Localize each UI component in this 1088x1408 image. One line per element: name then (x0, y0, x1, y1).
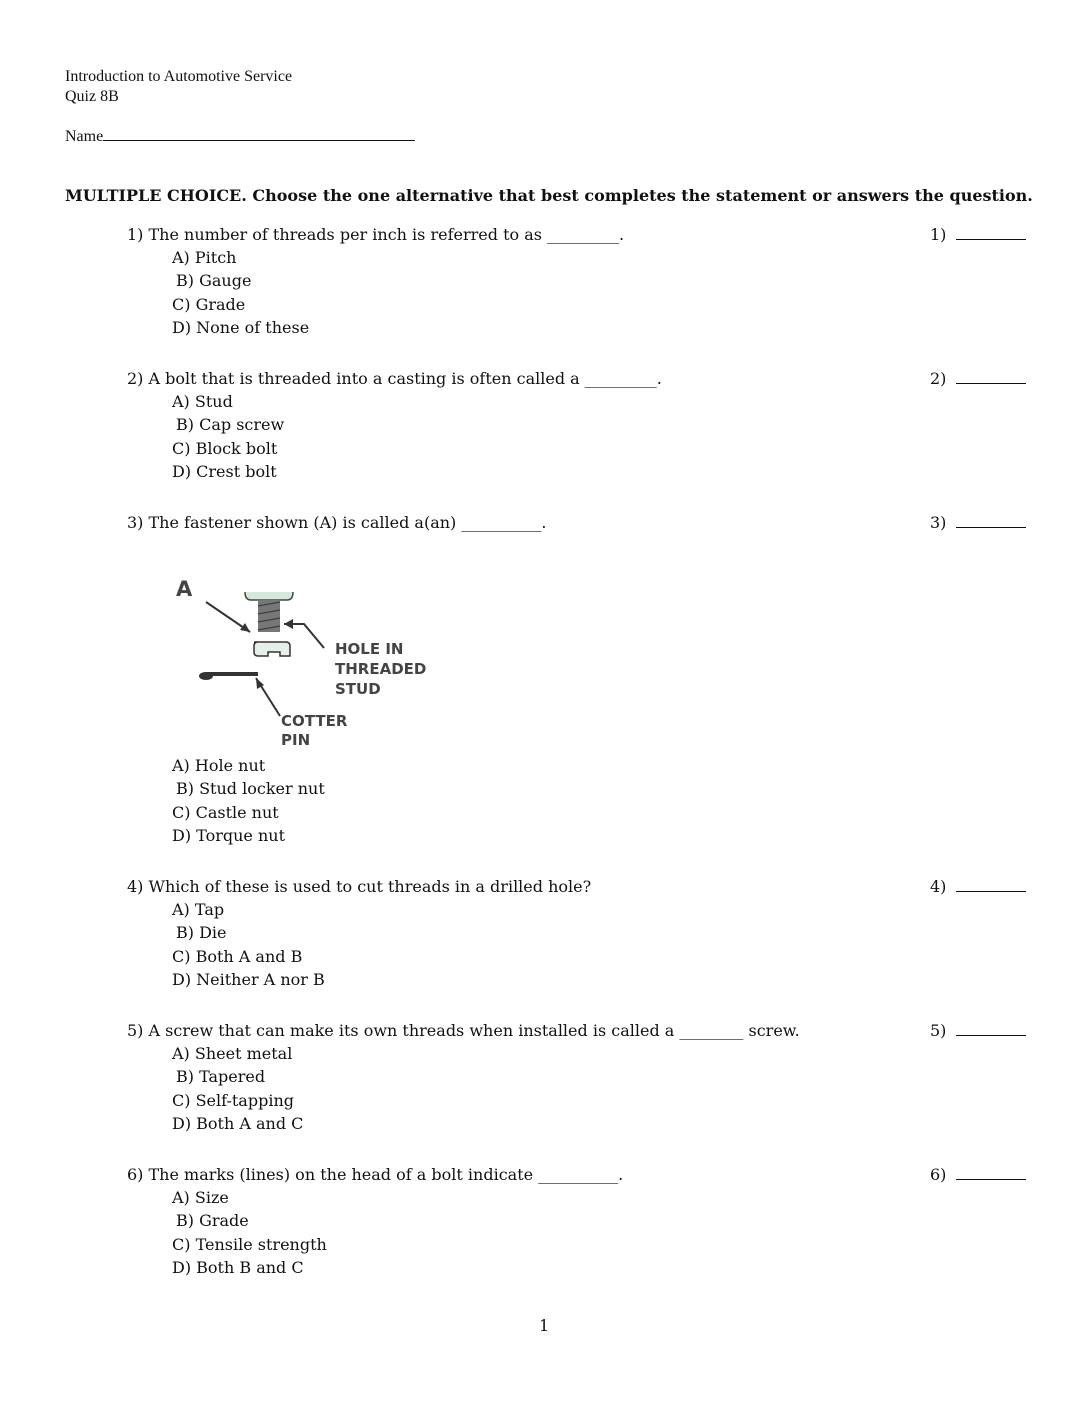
question-3 (127, 511, 1027, 534)
quiz-title: Quiz 8B (65, 88, 119, 105)
answer-number: 6) (930, 1165, 947, 1184)
answer-slot[interactable] (930, 511, 1026, 534)
answer-number: 4) (930, 877, 947, 896)
answer-number: 1) (930, 225, 947, 244)
choice: A) Sheet metal (172, 1044, 293, 1063)
question-stem: 1) The number of threads per inch is referred to as _________. (127, 225, 625, 244)
choice: D) Crest bolt (172, 461, 277, 481)
pin-label-2: PIN (281, 731, 311, 749)
choice: A) Size (172, 1188, 229, 1207)
question-1 (127, 223, 1027, 339)
question-5 (127, 1019, 1027, 1135)
choice: B) Die (176, 923, 227, 943)
pin-label-1: COTTER (281, 712, 348, 730)
choice: A) Hole nut (172, 756, 266, 775)
choice: D) Neither A nor B (172, 969, 325, 989)
answer-number: 3) (930, 513, 947, 532)
question-stem: 3) The fastener shown (A) is called a(an) __________. (127, 513, 547, 532)
choice: D) Both B and C (172, 1257, 304, 1277)
castle-nut-figure (170, 570, 470, 755)
choice: D) Torque nut (172, 825, 286, 845)
hole-label-2: THREADED (335, 660, 427, 678)
choice: A) Stud (172, 392, 233, 411)
choice: C) Self-tapping (172, 1090, 294, 1110)
answer-blank[interactable] (956, 369, 1026, 384)
answer-slot[interactable] (930, 1019, 1026, 1042)
name-label: Name (65, 128, 104, 145)
answer-slot[interactable] (930, 367, 1026, 390)
question-3-choices (127, 754, 1027, 847)
answer-slot[interactable] (930, 223, 1026, 246)
answer-number: 5) (930, 1021, 947, 1040)
question-2 (127, 367, 1027, 483)
answer-blank[interactable] (956, 1165, 1026, 1180)
choice: B) Cap screw (176, 415, 285, 435)
choice: B) Gauge (176, 271, 252, 291)
figure-label-a: A (176, 577, 193, 601)
choice: A) Tap (172, 900, 225, 919)
answer-blank[interactable] (956, 1021, 1026, 1036)
question-6 (127, 1163, 1027, 1279)
choice: B) Tapered (176, 1067, 266, 1087)
question-4 (127, 875, 1027, 991)
choice: D) None of these (172, 317, 310, 337)
choice: C) Grade (172, 294, 246, 314)
choice: C) Block bolt (172, 438, 278, 458)
question-stem: 2) A bolt that is threaded into a casting is often called a _________. (127, 369, 662, 388)
hole-label-3: STUD (335, 680, 381, 698)
choice: B) Grade (176, 1211, 249, 1231)
answer-slot[interactable] (930, 1163, 1026, 1186)
choice: A) Pitch (172, 248, 237, 267)
question-stem: 6) The marks (lines) on the head of a bolt indicate __________. (127, 1165, 624, 1184)
answer-slot[interactable] (930, 875, 1026, 898)
question-stem: 5) A screw that can make its own threads when installed is called a ________ screw. (127, 1021, 800, 1040)
answer-number: 2) (930, 369, 947, 388)
instructions: MULTIPLE CHOICE. Choose the one alternative that best completes the statement or answers the question. (65, 186, 1033, 205)
answer-blank[interactable] (956, 513, 1026, 528)
question-stem: 4) Which of these is used to cut threads in a drilled hole? (127, 877, 592, 896)
choice: C) Tensile strength (172, 1234, 327, 1254)
choice: B) Stud locker nut (176, 779, 325, 799)
choice: D) Both A and C (172, 1113, 304, 1133)
page-number: 1 (539, 1316, 550, 1335)
hole-label-1: HOLE IN (335, 640, 404, 658)
choice: C) Castle nut (172, 802, 279, 822)
answer-blank[interactable] (956, 225, 1026, 240)
course-title: Introduction to Automotive Service (65, 68, 293, 85)
answer-blank[interactable] (956, 877, 1026, 892)
choice: C) Both A and B (172, 946, 303, 966)
name-field[interactable] (65, 126, 415, 146)
name-line[interactable] (103, 126, 415, 141)
